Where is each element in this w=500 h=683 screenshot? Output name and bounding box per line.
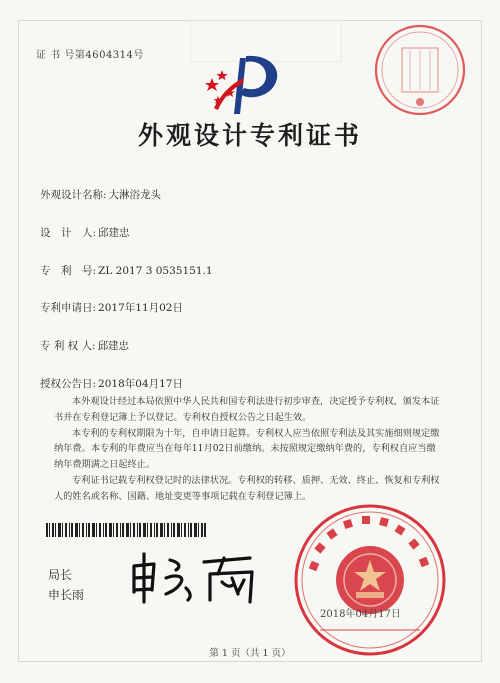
field-patentee: [40, 338, 129, 353]
field-patent-number: [40, 263, 213, 278]
official-certification-stamp-icon: [370, 20, 470, 120]
field-label: 专 利 权 人:: [40, 340, 96, 352]
barcode-icon: [46, 523, 206, 537]
director-title: 局长: [48, 568, 73, 582]
page-number: 第 1 页（共 1 页）: [209, 648, 291, 659]
field-grant-date: [40, 376, 183, 391]
field-label: 授权公告日:: [40, 378, 97, 390]
field-application-date: [40, 300, 183, 315]
field-value: 2017年11月02日: [98, 302, 183, 314]
body-paragraph-2: 本专利的专利权期限为十年，自申请日起算。专利权人应当依照专利法及其实施细则规定缴纳年费。本专利的年费应当在每年11月02日前缴纳。未按照规定缴纳年费的，专利权自应当缴纳年费期满之日起终止。: [54, 427, 440, 471]
field-design-name: [40, 187, 161, 202]
field-value: 邱建忠: [98, 227, 130, 239]
field-value: 大淋浴龙头: [108, 189, 162, 201]
field-label: 专利申请日:: [40, 302, 97, 314]
certificate-number: 证 书 号第4604314号: [36, 50, 144, 61]
field-designer: [40, 225, 130, 240]
field-label: 设 计 人:: [40, 227, 97, 239]
field-label: 外观设计名称:: [40, 189, 107, 201]
field-label: 专 利 号:: [40, 265, 97, 277]
body-paragraph-3: 专利证书记载专利权登记时的法律状况。专利权的转移、质押、无效、终止、恢复和专利权人的姓名或名称、国籍、地址变更等事项记载在专利登记簿上。: [54, 474, 440, 502]
field-value: 邱建忠: [97, 340, 130, 352]
certificate-title: 外观设计专利证书: [137, 121, 362, 150]
signature-icon: [126, 548, 266, 606]
field-value: ZL 2017 3 0535151.1: [98, 265, 213, 277]
body-paragraph-1: 本外观设计经过本局依照中华人民共和国专利法进行初步审查，决定授予专利权，颁发本证书并在专利登记簿上予以登记。专利权自授权公告之日起生效。: [54, 396, 440, 423]
national-emblem-seal-icon: [290, 500, 450, 660]
field-value: 2018年04月17日: [98, 378, 183, 390]
seal-date: 2018年04月17日: [320, 609, 401, 620]
certificate-body: [54, 394, 444, 505]
director-name: 申长雨: [48, 588, 85, 602]
patent-office-logo-icon: [200, 48, 290, 118]
